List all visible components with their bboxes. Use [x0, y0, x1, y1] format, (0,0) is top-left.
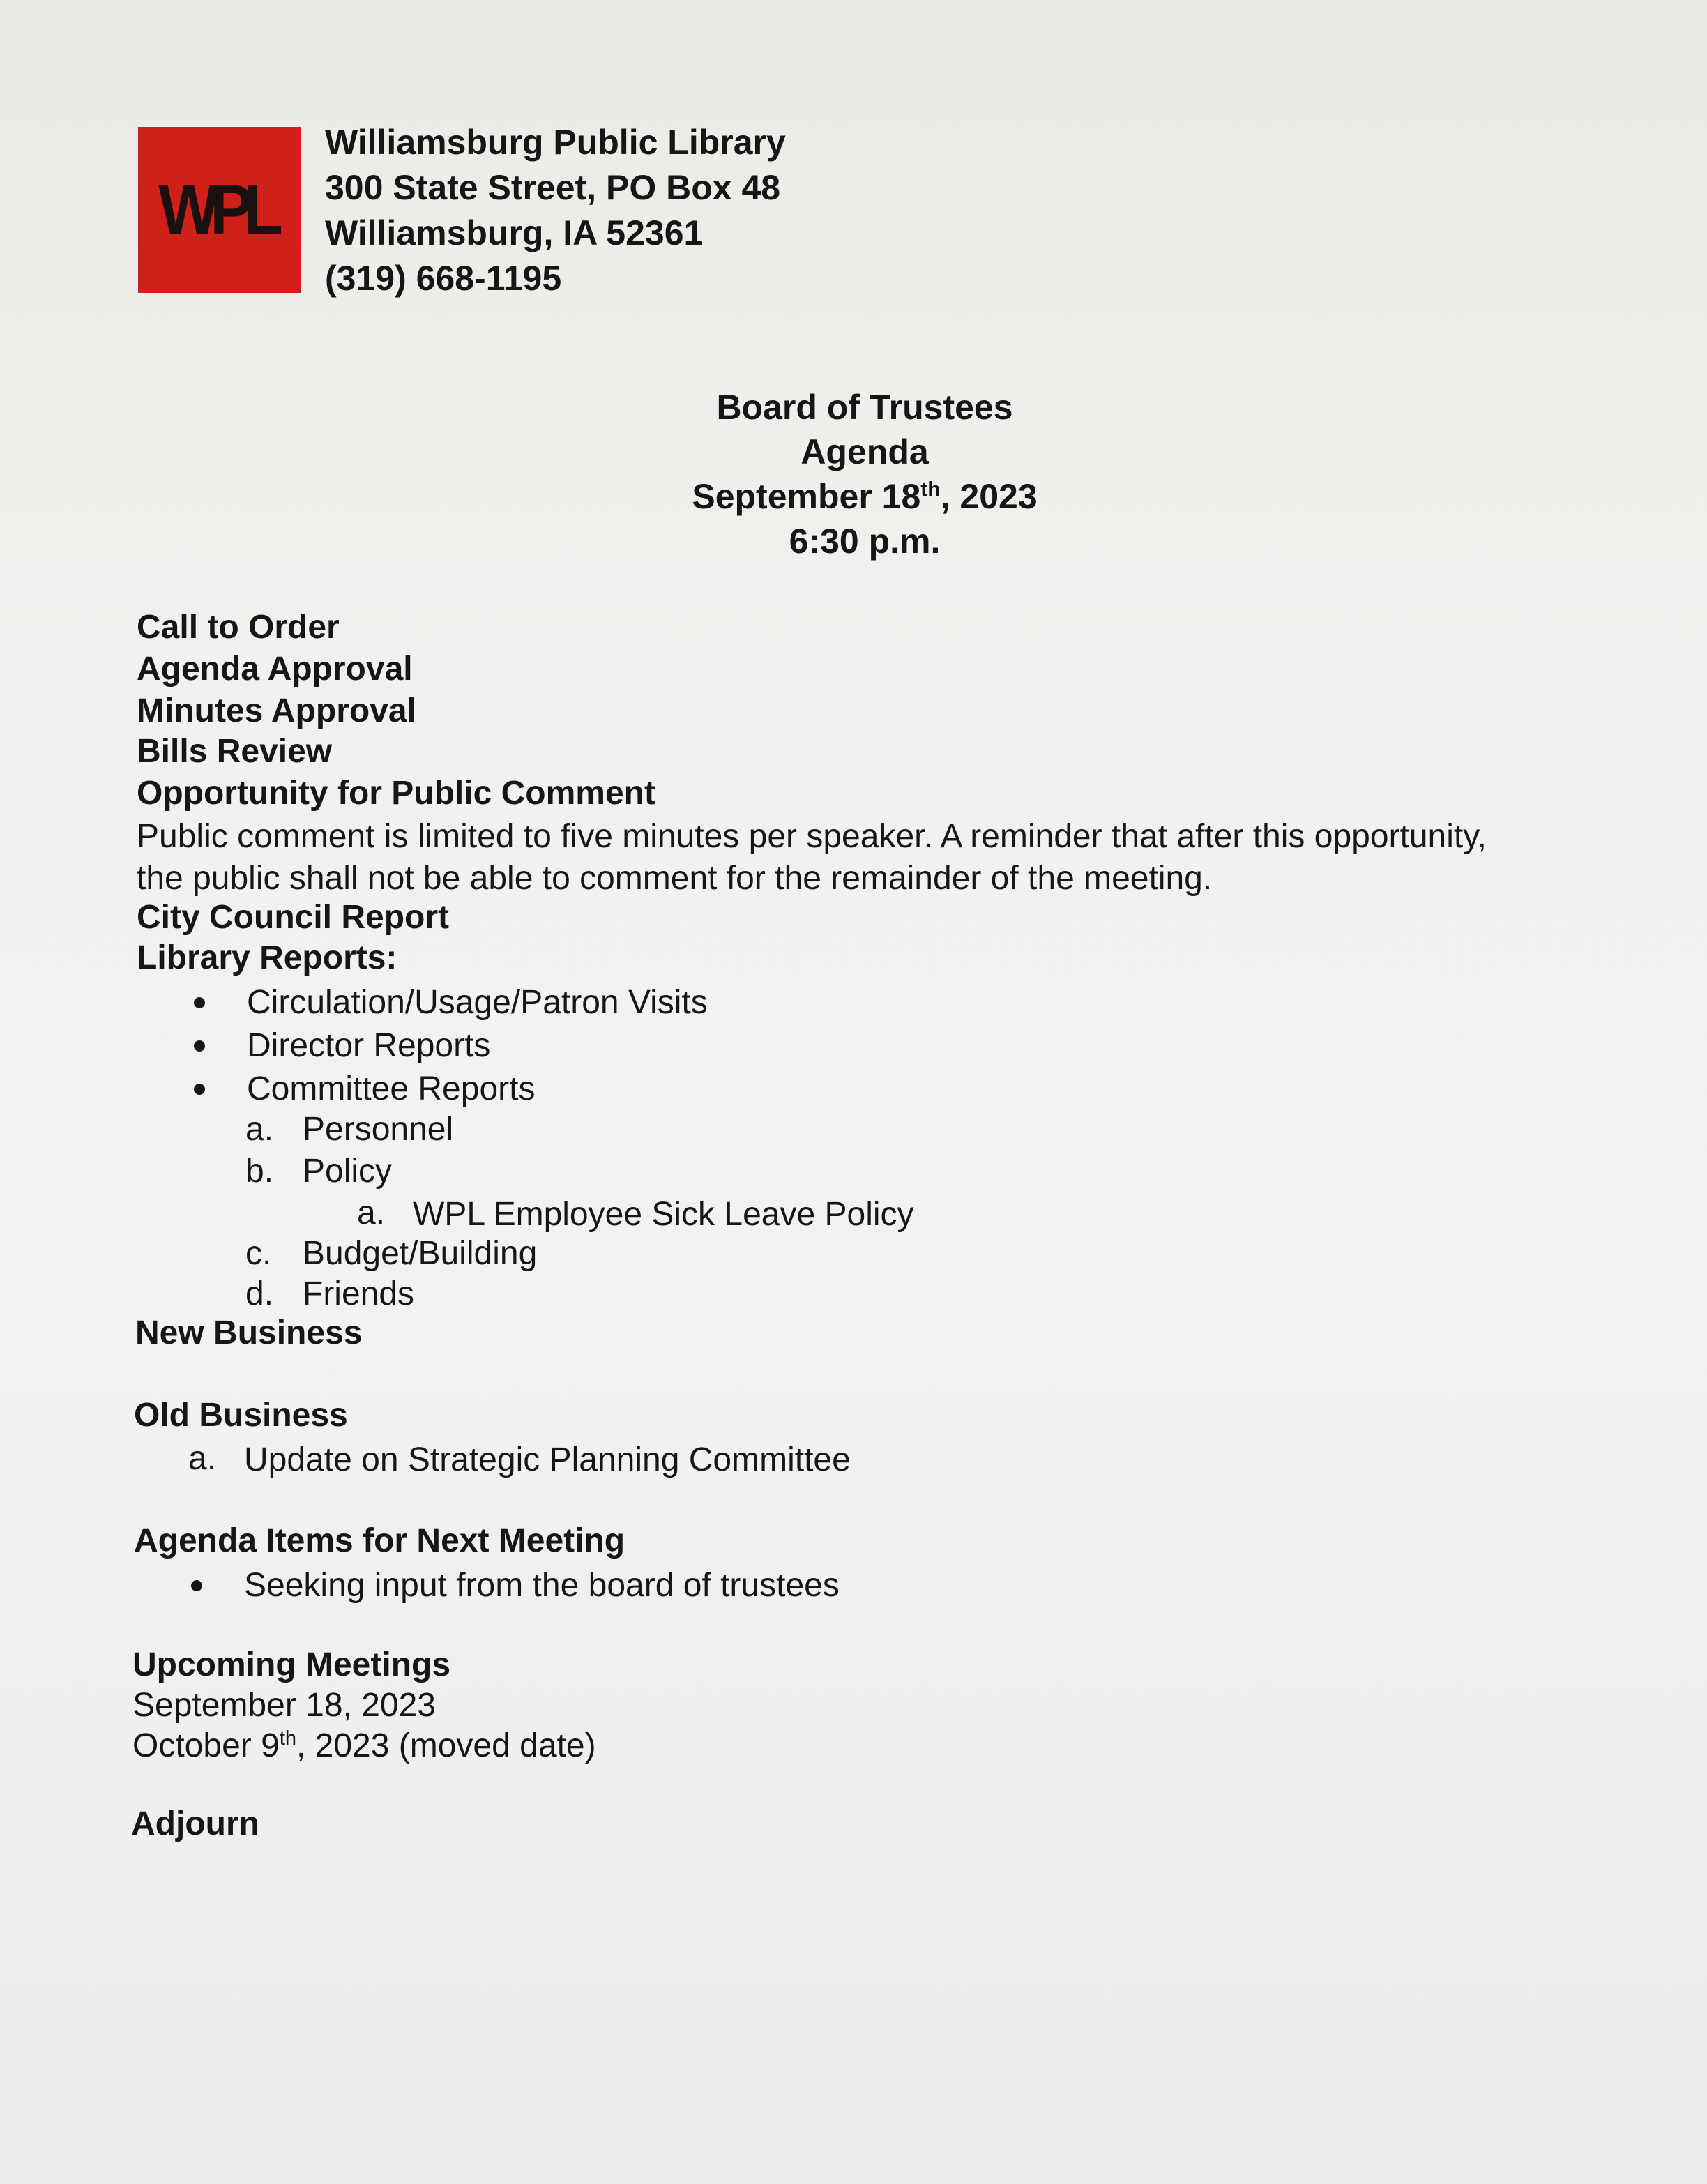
library-address: 300 State Street, PO Box 48: [325, 168, 781, 207]
title-block: [0, 385, 1707, 563]
minutes-approval: Minutes Approval: [137, 692, 416, 729]
old-business-item: Update on Strategic Planning Committee: [244, 1441, 851, 1478]
call-to-order: Call to Order: [137, 609, 340, 646]
next-meeting-item: Seeking input from the board of trustees: [244, 1567, 840, 1604]
committee-report-item: Friends: [303, 1275, 415, 1312]
library-reports-heading: Library Reports:: [137, 939, 397, 976]
new-business-heading: New Business: [135, 1314, 363, 1351]
bullet-icon: [194, 1040, 205, 1052]
list-marker: a.: [245, 1111, 274, 1148]
agenda-title: Agenda: [801, 432, 929, 471]
next-meeting-heading: Agenda Items for Next Meeting: [134, 1522, 625, 1559]
adjourn: Adjourn: [131, 1805, 259, 1842]
meeting-date: September 18th, 2023: [692, 477, 1038, 516]
library-report-item: Committee Reports: [247, 1070, 536, 1107]
old-business-heading: Old Business: [134, 1397, 348, 1434]
city-council-report: City Council Report: [137, 899, 450, 936]
list-marker: a.: [357, 1195, 386, 1231]
board-title: Board of Trustees: [716, 388, 1013, 427]
list-marker: b.: [245, 1153, 274, 1190]
library-phone: (319) 668-1195: [325, 259, 562, 298]
list-marker: a.: [188, 1440, 217, 1477]
wpl-logo: [138, 127, 301, 293]
library-report-item: Director Reports: [247, 1027, 491, 1064]
agenda-approval: Agenda Approval: [137, 651, 413, 688]
bullet-icon: [194, 997, 205, 1008]
policy-subitem: WPL Employee Sick Leave Policy: [413, 1196, 914, 1233]
upcoming-meeting-date: October 9th, 2023 (moved date): [132, 1727, 596, 1764]
public-comment-text-line-1: Public comment is limited to five minutes per speaker. A reminder that after this opportunity,: [137, 818, 1487, 855]
committee-report-item: Personnel: [303, 1111, 454, 1148]
bills-review: Bills Review: [137, 733, 333, 770]
public-comment-heading: Opportunity for Public Comment: [137, 775, 655, 812]
logo-text: WPL: [158, 170, 274, 249]
upcoming-meeting-date: September 18, 2023: [132, 1687, 436, 1724]
list-marker: d.: [245, 1275, 274, 1312]
committee-report-item: Budget/Building: [303, 1235, 538, 1272]
committee-report-item: Policy: [303, 1153, 393, 1190]
library-name: Williamsburg Public Library: [325, 123, 786, 162]
public-comment-text-line-2: the public shall not be able to comment for the remainder of the meeting.: [137, 860, 1213, 897]
meeting-time: 6:30 p.m.: [789, 522, 941, 561]
letterhead: [325, 120, 786, 301]
upcoming-meetings-heading: Upcoming Meetings: [132, 1646, 451, 1683]
list-marker: c.: [245, 1235, 272, 1272]
bullet-icon: [194, 1084, 205, 1095]
library-city: Williamsburg, IA 52361: [325, 213, 704, 252]
bullet-icon: [191, 1580, 202, 1591]
library-report-item: Circulation/Usage/Patron Visits: [247, 984, 708, 1021]
